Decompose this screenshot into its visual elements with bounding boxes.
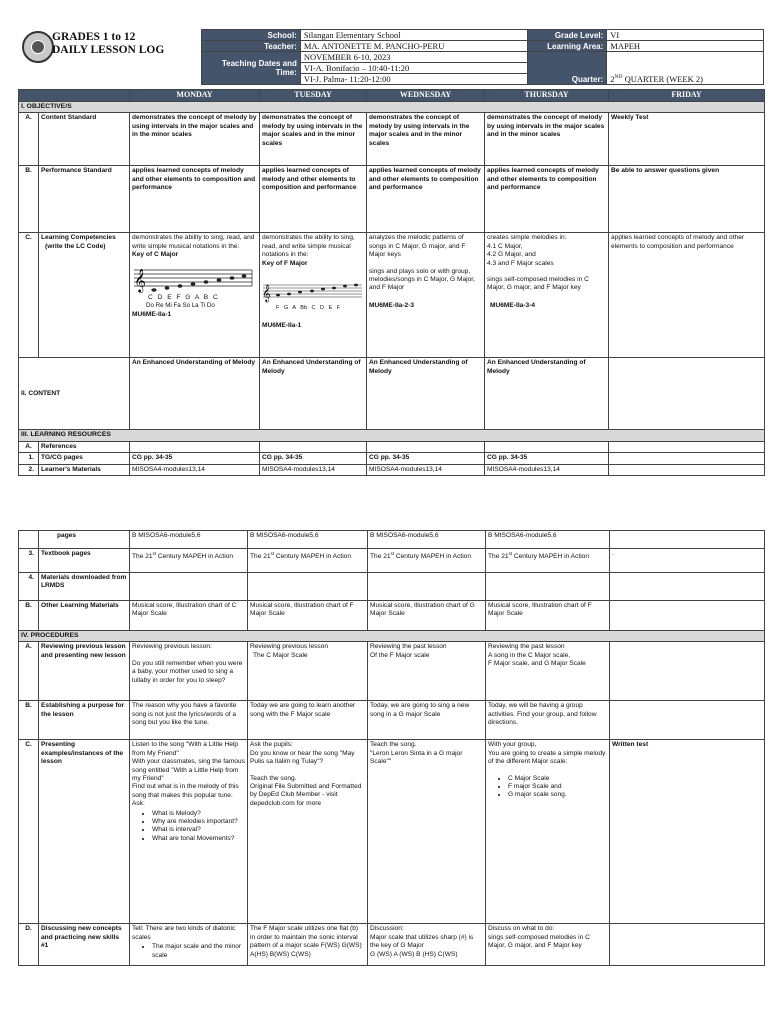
content-standard-row: A. Content Standard demonstrates the concept of melody by using intervals in the major scales and in the minor scales demonstrates the concept of melody by using intervals in the major scales and in the minor scales demonstrates the concept of melody by using intervals in the major scales and in the minor scales demonstrates the concept of melody by using intervals in the major scales and in the minor scales Weekly Test	[19, 113, 765, 166]
monday-scales-list: • The major scale and the minor scale	[132, 943, 245, 960]
competency-friday: applies learned concepts of melody and other elements to composition and performance	[609, 233, 765, 358]
competency-wednesday: analyzes the melodic patterns of songs in C Major, G major, and F Major keys sings and plays solo or with group, melodies/songs in C Major, G Major, and F Major MU6ME-IIa-2-3	[367, 233, 485, 358]
f-major-letters: F G A Bb C D E F	[276, 305, 341, 312]
dll-header	[18, 29, 764, 83]
day-friday: FRIDAY	[609, 90, 765, 102]
day-monday: MONDAY	[130, 90, 260, 102]
school-label: School:	[202, 30, 301, 41]
c-major-letters: C D E F G A B C	[148, 293, 218, 301]
svg-text:𝄞: 𝄞	[262, 284, 271, 303]
lrmds-row: 4. Materials downloaded from LRMDS	[19, 573, 765, 601]
grade-label: Grade Level:	[528, 30, 607, 41]
day-wednesday: WEDNESDAY	[367, 90, 485, 102]
competency-thursday: creates simple melodies in: 4.1 C Major, 4.2 G Major, and 4.3 and F Major scales sings self-composed melodies in C Major, G major, and F Major key MU6ME-IIa-3-4	[485, 233, 609, 358]
time-value-1: VI-A. Bonifacio – 10:40-11:20	[300, 63, 528, 74]
learning-competencies-row: C. Learning Competencies (write the LC Code) demonstrates the ability to sing, read, and write simple musical notations in the: Key of C Major 𝄞 C D E F G A B C Do Re Mi Fa So La Ti Do MU6ME-IIa-1 demonstrates the ability to sing, read, and write simple musical notations in the: Key of F Major 𝄞 F G A Bb C D E F MU6ME-IIa-1 analyzes the melodic patterns of songs in C Major, G major, and F Major keys sings and plays solo or with group, melodies/songs in C Major, G Major, and F Major MU6ME-IIa-2-3 creates simple melodies in: 4.1 C Major, 4.2 G Major, and 4.3 and F Major scales sings self-composed melodies in C Major, G major, and F Major key MU6ME-IIa-3-4 applies learned concepts of melody and other elements to composition and performance	[19, 233, 765, 358]
quarter-label: Quarter:	[528, 52, 607, 85]
content-row: II. CONTENT An Enhanced Understanding of Melody An Enhanced Understanding of Melody An Enhanced Understanding of Melody An Enhanced Understanding of Melody	[19, 358, 765, 430]
area-label: Learning Area:	[528, 41, 607, 52]
references-row: A. References	[19, 441, 765, 452]
monday-questions-list: • What is Melody? • Why are melodies important? • What is interval? • What are tonal Movements?	[132, 810, 245, 844]
competency-tuesday: demonstrates the ability to sing, read, and write simple musical notations in the: Key of F Major 𝄞 F G A Bb C D E F MU6ME-IIa-1	[260, 233, 367, 358]
area-value: MAPEH	[607, 41, 764, 52]
presenting-row: C. Presenting examples/instances of the lesson Listen to the song "With a Little Help from My Friend" With your classmates, sing the famous song entitled "With a Little Help from my Friend" Find out what is in the melody of this song that makes this popular tune. Ask: • What is Melody? • Why are melodies important? • What is interval? • What are tonal Movements? Ask the pupils: Do you know or hear the song "May Pulis sa Ilalim ng Tulay"? Teach the song. Original File Submitted and Formatted by DepEd Club Member - visit depedclub.com for more Teach the song. "Leron Leron Sinta in a G major Scale"" With your group, You are going to create a simple melody of the different Major scale: • C Major Scale • F major Scale and • G major scale song. Written test	[19, 740, 765, 924]
dll-table-part1	[18, 89, 765, 476]
tg-pages-row: 1. TG/CG pages CG pp. 34-35 CG pp. 34-35 CG pp. 34-35 CG pp. 34-35	[19, 453, 765, 464]
reviewing-row: A. Reviewing previous lesson and presenting new lesson Reviewing previous lesson: Do you still remember when you were a baby, your mother used to sing a lullaby in order for you to sleep? Reviewing previous lesson The C Major Scale Reviewing the past lesson Of the F Major scale Reviewing the past lesson A song in the C Major scale, F Major scale, and G Major Scale	[19, 642, 765, 701]
teacher-value: MA. ANTONETTE M. PANCHO-PERU	[300, 41, 528, 52]
school-value: Silangan Elementary School	[300, 30, 528, 41]
performance-standard-row: B. Performance Standard applies learned concepts of melody and other elements to composition and performance applies learned concepts of melody and other elements to composition and performance applies learned concepts of melody and other elements to composition and performance applies learned concepts of melody and other elements to composition and performance Be able to answer questions given	[19, 166, 765, 233]
day-thursday: THURSDAY	[485, 90, 609, 102]
f-major-staff-icon	[262, 282, 364, 304]
purpose-row: B. Establishing a purpose for the lesson The reason why you have a favorite song is not just the lyrics/words of a song but you like the tune. Today we are going to learn another song with the F Major scale Today, we are going to sing a new song in a G major Scale Today, we will be having a group activities. Find your group, and follow directions.	[19, 701, 765, 740]
deped-seal-icon	[22, 31, 54, 63]
learners-materials-row: 2. Learner's Materials MISOSA4-modules13,14 MISOSA4-modules13,14 MISOSA4-modules13,14 MISOSA4-modules13,14	[19, 464, 765, 475]
c-major-solfege: Do Re Mi Fa So La Ti Do	[146, 302, 215, 310]
c-major-staff-icon	[132, 264, 254, 294]
dll-table-part2	[18, 530, 765, 966]
quarter-value: 2ND QUARTER (WEEK 2)	[607, 52, 764, 85]
day-header-row	[19, 90, 765, 102]
teacher-label: Teacher:	[202, 41, 301, 52]
lm-pages-row: pages B MISOSA6-module5,6 B MISOSA6-module5,6 B MISOSA6-module5,6 B MISOSA6-module5,6	[19, 531, 765, 549]
header-info-table	[201, 29, 764, 85]
textbook-pages-row: 3. Textbook pages The 21st Century MAPEH in Action The 21st Century MAPEH in Action The 21st Century MAPEH in Action The 21st Century MAPEH in Action .	[19, 549, 765, 573]
dates-value: NOVEMBER 6-10, 2023	[300, 52, 528, 63]
svg-text:𝄞: 𝄞	[134, 267, 146, 292]
time-value-2: VI-J. Palma- 11:20-12:00	[300, 74, 528, 85]
day-tuesday: TUESDAY	[260, 90, 367, 102]
discussing-row: D. Discussing new concepts and practicing new skills #1 Tell: There are two kinds of diatonic scales • The major scale and the minor scale The F Major scale utilizes one flat (b) in order to maintain the sonic interval pattern of a major scale F(WS) G(WS) A(HS) B(WS) C(WS) Discussion: Major scale that utilizes sharp (#) is the key of G Major G (WS) A (WS) B (HS) C(WS) Discuss on what to do: sings self-composed melodies in C Major, G major, and F Major key	[19, 924, 765, 966]
grade-value: VI	[607, 30, 764, 41]
thursday-scales-list: • C Major Scale • F major Scale and • G major scale song.	[488, 775, 607, 800]
other-materials-row: B. Other Learning Materials Musical score, Illustration chart of C Major Scale Musical score, Illustration chart of F Major Scale Musical score, Illustration chart of G Major Scale Musical score, Illustration chart of F Major Scale	[19, 601, 765, 631]
dates-label: Teaching Dates and Time:	[202, 52, 301, 85]
competency-monday: demonstrates the ability to sing, read, and write simple musical notations in the: Key of C Major 𝄞 C D E F G A B C Do Re Mi Fa So La Ti Do MU6ME-IIa-1	[130, 233, 260, 358]
document-title: GRADES 1 to 12 DAILY LESSON LOG	[52, 31, 165, 56]
section-procedures: IV. PROCEDURES	[19, 631, 765, 642]
section-objectives: I. OBJECTIVE/S	[19, 102, 765, 113]
section-resources: III. LEARNING RESOURCES	[19, 430, 765, 441]
